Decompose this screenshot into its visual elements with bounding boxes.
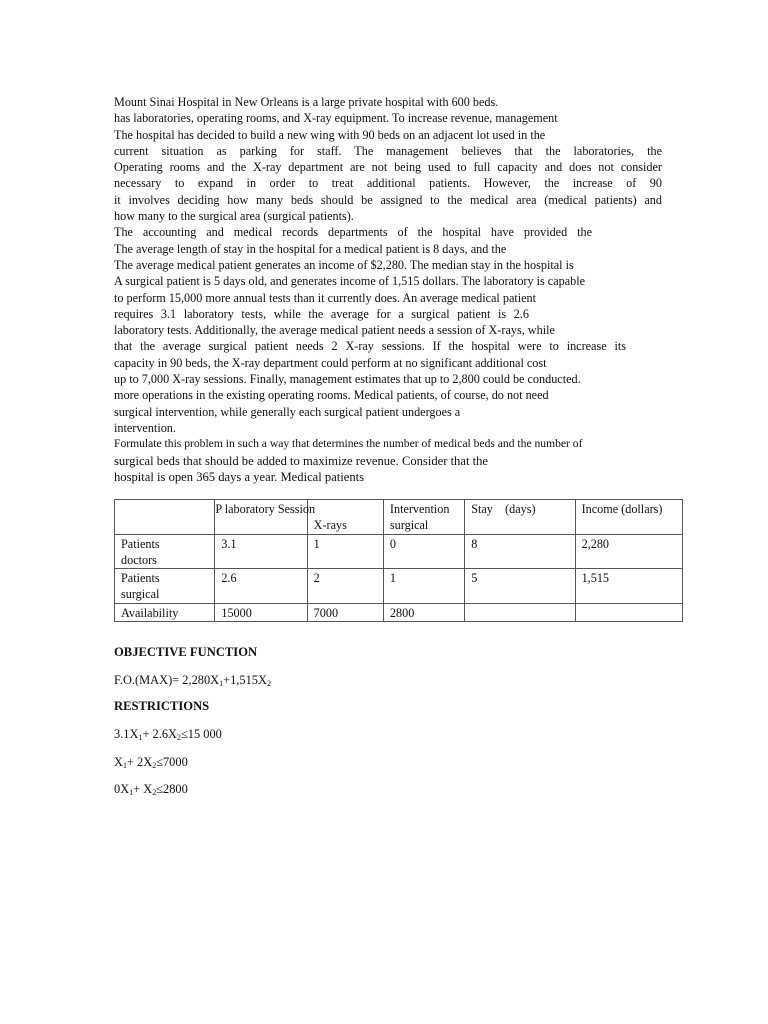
text-line: current situation as parking for staff. The management believes that the laboratories, the <box>114 143 662 158</box>
table-cell: 0 <box>383 534 464 569</box>
text-line: has laboratories, operating rooms, and X-ray equipment. To increase revenue, management <box>114 111 558 126</box>
text-line: The average medical patient generates an income of $2,280. The median stay in the hospital is <box>114 257 574 272</box>
equation-text: 3.1X <box>114 727 139 741</box>
row-label-text: Patients <box>121 571 160 586</box>
text-line: to perform 15,000 more annual tests than it currently does. An average medical patient <box>114 290 537 305</box>
table-cell: 7000 <box>307 603 383 621</box>
equation-text: ≤15 000 <box>180 727 222 741</box>
equation-text: F.O.(MAX)= 2,280X <box>114 673 220 687</box>
subscript: 2 <box>152 788 157 797</box>
header-label: Stay (days) <box>471 502 536 516</box>
restrictions-heading: RESTRICTIONS <box>114 699 210 713</box>
equation-text: +1,515X <box>223 673 267 687</box>
text-line: necessary to expand in order to treat additional patients. However, the increase of 90 <box>114 176 662 191</box>
header-label: Intervention <box>389 502 450 516</box>
header-label: surgical <box>389 518 429 533</box>
subscript: 2 <box>176 733 181 742</box>
table-cell <box>575 603 682 621</box>
equation-text: ≤7000 <box>156 755 188 769</box>
table-row <box>115 534 683 569</box>
table-cell: 2.6 <box>215 569 307 604</box>
table-cell <box>465 603 575 621</box>
table-cell: 1,515 <box>575 569 682 604</box>
constraint-2 <box>114 755 188 770</box>
equation-text: 0X <box>114 782 130 796</box>
subscript: 1 <box>122 761 127 770</box>
text-line: intervention. <box>114 420 176 435</box>
header-label: P laboratory Session <box>215 502 316 516</box>
equation-text: X <box>114 755 123 769</box>
text-line: surgical intervention, while generally each surgical patient undergoes a <box>114 404 461 419</box>
objective-heading: OBJECTIVE FUNCTION <box>114 645 258 659</box>
data-table <box>114 499 683 622</box>
table-row <box>115 603 683 621</box>
text-line: hospital is open 365 days a year. Medical patients <box>114 469 365 484</box>
equation-text: + 2X <box>126 755 153 769</box>
text-line: Formulate this problem in such a way that determines the number of medical beds and the number of <box>114 437 583 451</box>
subscript: 1 <box>138 733 143 742</box>
row-label <box>115 534 215 569</box>
text-line: up to 7,000 X-ray sessions. Finally, management estimates that up to 2,800 could be conducted. <box>114 372 581 387</box>
table-cell: 8 <box>465 534 575 569</box>
table-header-row <box>115 500 683 535</box>
table-cell: 3.1 <box>215 534 307 569</box>
text-line: Operating rooms and the X-ray department are not being used to full capacity and does not consider <box>114 160 662 175</box>
row-label-text: Availability <box>121 605 179 620</box>
subscript: 2 <box>152 761 157 770</box>
header-cell-stay <box>465 500 575 535</box>
text-line: how many to the surgical area (surgical patients). <box>114 209 354 224</box>
text-line: Mount Sinai Hospital in New Orleans is a large private hospital with 600 beds. <box>114 95 499 109</box>
header-cell-income <box>575 500 682 535</box>
row-label <box>115 569 215 604</box>
text-line: The average length of stay in the hospital for a medical patient is 8 days, and the <box>114 241 507 256</box>
equation-text: ≤2800 <box>156 782 188 796</box>
text-line: A surgical patient is 5 days old, and generates income of 1,515 dollars. The laboratory is capable <box>114 274 586 289</box>
text-line: surgical beds that should be added to maximize revenue. Consider that the <box>114 453 488 468</box>
constraint-3 <box>114 782 188 797</box>
table-cell: 2,280 <box>575 534 682 569</box>
text-line: that the average surgical patient needs 2 X-ray sessions. If the hospital were to increase its <box>114 339 626 354</box>
text-line: laboratory tests. Additionally, the average medical patient needs a session of X-rays, while <box>114 323 555 338</box>
header-cell-lab <box>215 500 316 535</box>
text-line: The accounting and medical records departments of the hospital have provided the <box>114 225 592 240</box>
row-label-text: surgical <box>121 587 160 602</box>
table-row <box>115 569 683 604</box>
constraint-1 <box>114 727 222 742</box>
text-line: capacity in 90 beds, the X-ray department could perform at no significant additional cost <box>114 355 547 370</box>
table-cell: 2 <box>307 569 383 604</box>
text-line: more operations in the existing operating rooms. Medical patients, of course, do not need <box>114 388 549 403</box>
row-label <box>115 603 215 621</box>
text-line: The hospital has decided to build a new wing with 90 beds on an adjacent lot used in the <box>114 127 546 142</box>
header-cell-xray <box>307 500 383 535</box>
table-cell: 5 <box>465 569 575 604</box>
text-line: it involves deciding how many beds should be assigned to the medical area (medical patients) and <box>114 192 662 207</box>
header-label: Income (dollars) <box>581 502 663 516</box>
subscript: 1 <box>219 679 224 688</box>
table-cell: 1 <box>307 534 383 569</box>
problem-statement <box>114 94 662 485</box>
equation-text: + X <box>133 782 153 796</box>
row-label-text: doctors <box>121 552 157 567</box>
header-cell <box>115 500 215 535</box>
header-label: X-rays <box>313 518 347 533</box>
table-cell: 15000 <box>215 603 307 621</box>
table-cell: 2800 <box>383 603 464 621</box>
row-label-text: Patients <box>121 536 160 551</box>
objective-function <box>114 673 271 688</box>
table-cell: 1 <box>383 569 464 604</box>
subscript: 1 <box>129 788 134 797</box>
text-line: requires 3.1 laboratory tests, while the average for a surgical patient is 2.6 <box>114 306 529 321</box>
subscript: 2 <box>266 679 271 688</box>
header-cell-surgery <box>383 500 464 535</box>
equation-text: + 2.6X <box>142 727 177 741</box>
